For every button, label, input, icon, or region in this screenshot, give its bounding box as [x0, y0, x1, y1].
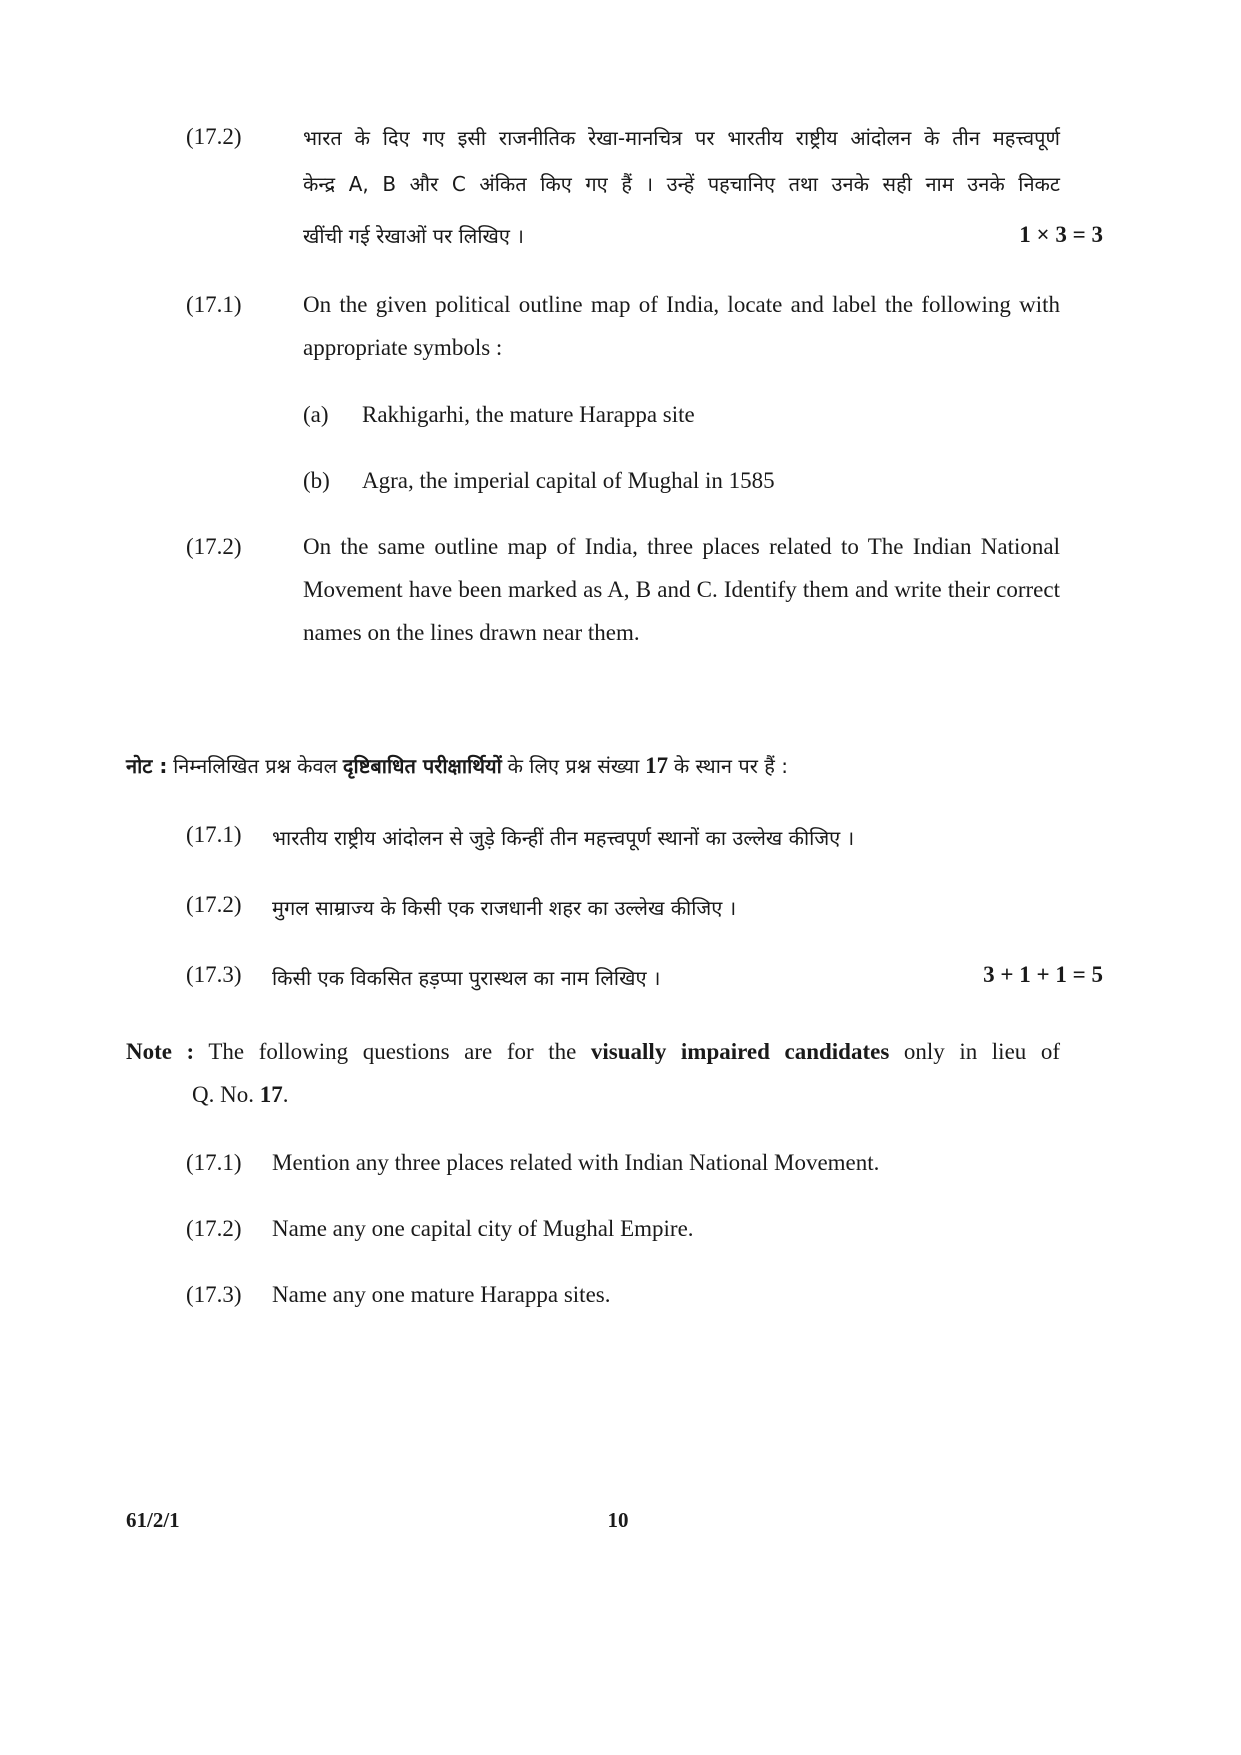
note-question-number: 17: [645, 753, 669, 778]
list-item-text: मुगल साम्राज्य के किसी एक राजधानी शहर का उल्लेख कीजिए ।: [272, 896, 737, 920]
sub-text-a: Rakhigarhi, the mature Harappa site: [362, 402, 695, 427]
list-item-number: (17.2): [186, 892, 242, 917]
marks-3-1-1: 3 + 1 + 1 = 5: [983, 962, 1103, 987]
list-item-text: Name any one capital city of Mughal Empire.: [272, 1216, 694, 1241]
paper-code: 61/2/1: [126, 1508, 180, 1532]
list-item-text: Mention any three places related with Indian National Movement.: [272, 1150, 880, 1175]
question-text: On the given political outline map of India, locate and label the following with appropriate symbols :: [303, 292, 1060, 360]
note-text-after: only in lieu of: [903, 1039, 1061, 1064]
note-line2-number: 17: [259, 1082, 283, 1107]
question-number: (17.2): [186, 124, 242, 149]
list-item-number: (17.2): [186, 1216, 242, 1241]
sub-label-b: (b): [303, 468, 330, 493]
hindi-map-line-1: भारत के दिए गए इसी राजनीतिक रेखा-मानचित्र पर भारतीय राष्ट्रीय आंदोलन के तीन महत्त्वपूर्ण: [303, 126, 1060, 150]
hindi-map-line-3: खींची गई रेखाओं पर लिखिए ।: [303, 224, 524, 248]
list-item-text: भारतीय राष्ट्रीय आंदोलन से जुड़े किन्हीं तीन महत्त्वपूर्ण स्थानों का उल्लेख कीजिए ।: [272, 826, 855, 850]
list-item-number: (17.3): [186, 962, 242, 987]
sub-text-b: Agra, the imperial capital of Mughal in 1585: [362, 468, 775, 493]
question-text: On the same outline map of India, three places related to The Indian National Movement have been marked as A, B and C. Identify them and write their correct names on the lines drawn near them.: [303, 534, 1060, 645]
question-number: (17.2): [186, 534, 242, 559]
note-text-before: The following questions are for the: [208, 1039, 577, 1064]
note-label: Note :: [126, 1039, 195, 1064]
note-text-bold: visually impaired candidates: [590, 1039, 890, 1064]
note-text-before: निम्नलिखित प्रश्न केवल: [173, 754, 338, 778]
list-item-number: (17.3): [186, 1282, 242, 1307]
note-text-after: के स्थान पर हैं :: [673, 754, 788, 778]
question-number: (17.1): [186, 292, 242, 317]
english-note-line-1: [126, 1039, 1060, 1065]
list-item-number: (17.1): [186, 1150, 242, 1175]
hindi-map-line-2: केन्द्र A, B और C अंकित किए गए हैं । उन्हें पहचानिए तथा उनके सही नाम उनके निकट: [303, 172, 1060, 196]
note-text-mid: के लिए प्रश्न संख्या: [507, 754, 640, 778]
page-number: 10: [607, 1508, 629, 1532]
note-line2-after: .: [282, 1082, 289, 1107]
note-label: नोट :: [126, 754, 168, 778]
list-item-number: (17.1): [186, 822, 242, 847]
english-note-line-2: [192, 1082, 288, 1108]
note-line2-before: Q. No.: [192, 1082, 254, 1107]
list-item-text: किसी एक विकसित हड़प्पा पुरास्थल का नाम लिखिए ।: [272, 966, 661, 990]
marks-1x3: 1 × 3 = 3: [1019, 222, 1103, 247]
list-item-text: Name any one mature Harappa sites.: [272, 1282, 611, 1307]
sub-label-a: (a): [303, 402, 329, 427]
hindi-note-heading: [126, 752, 788, 779]
note-text-bold: दृष्टिबाधित परीक्षार्थियों: [342, 754, 502, 778]
